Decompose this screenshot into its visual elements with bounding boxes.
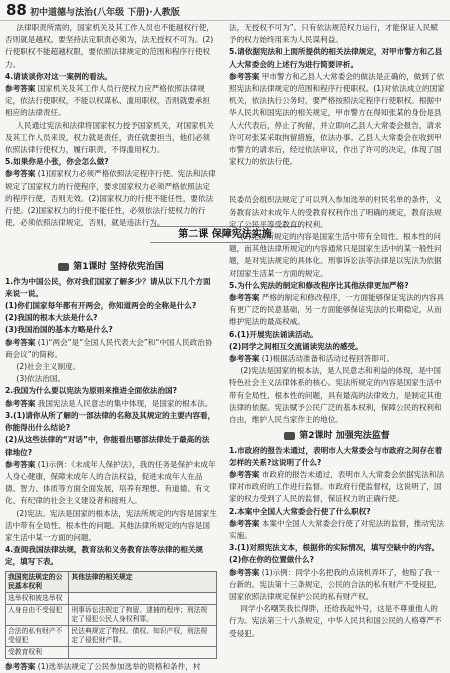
answer: 参考答案 本案中全国人大常委会行使了对宪法的监督，推动宪法实施。 (229, 518, 445, 540)
question: 5.如果你是小张，你会怎么做? (5, 157, 109, 167)
question: 2.我国为什么要以宪法为原则来推进全面依法治国? (5, 386, 178, 396)
answer: (3)依法治国。 (16, 374, 66, 384)
table-cell: 合法的私有财产不受侵犯 (6, 625, 69, 646)
answer: 参考答案 我国宪法是人民意志的集中体现，是国家的根本法。 (5, 398, 213, 408)
answer-label: 参考答案 (5, 169, 36, 179)
question: (1)你们国家每年都有开两会，你知道两会的全称是什么? (5, 301, 197, 311)
answer: 参考答案 (1)根据活动准备和活动过程回答即可。 (229, 354, 395, 364)
answer: 参考答案 (1)示例：《未成年人保护法》，我的任务是保护未成年人身心健康，保障未成年人的合法权益，促进未成年人在品德、智力、体质等方面全面发展，培养有理想、有道德、有文化、有纪律的社会主义建设者和接班人。 (5, 459, 216, 506)
answer: 参考答案 甲市警方和乙县人大常委会的做法是正确的，做到了依照宪法和法律规定的范围和程序行使职权。(1)对依法成立的国家机关，依法执行公务时，要严格按照法定程序行使职权。根据中华人民共和国宪法的相关规定，甲市警方在得知张某的身份是县人大代表后，停止了拘留，并立即向乙县人大常委会报告，请求许可对张某采取拘留措施，依法办事。乙县人大常委会在收到甲市警方的请求后，经过依法审议，作出了许可的决定，体现了国家权力的依法行使。 (229, 71, 445, 167)
section-title (229, 430, 445, 442)
question: (2)你在你的位置做什么? (229, 555, 314, 565)
section-title-text: 第2课时 加强宪法监督 (299, 431, 390, 442)
question: 5.请依据宪法和上面所提供的相关法律规定，对甲市警方和乙县人大常委会的上述行为进行简要评析。 (229, 47, 443, 69)
answer-label: 参考答案 (5, 661, 36, 671)
answer-label: 参考答案 (5, 337, 36, 347)
table-row (6, 646, 217, 658)
table-cell (69, 646, 217, 658)
question: (2)从这些法律的“对话”中，你能看出哪部法律处于最高的法律地位? (5, 435, 210, 457)
page-header (0, 0, 450, 21)
answer: 参考答案 (1)“两会”是“全国人民代表大会”和“中国人民政治协商会议”的简称。 (5, 337, 213, 359)
book-title: 初中道德与法治(八年级 下册)·人教版 (30, 8, 180, 18)
table-cell: 人身自由不受侵犯 (6, 604, 69, 625)
paragraph: 法，无授权不可为”。只有依法规范权力运行，才能保证人民赋予的权力始终用来为人民谋利益。 (229, 23, 438, 45)
answer: (2)社会主义制度。 (16, 362, 81, 372)
right-column (229, 22, 445, 640)
section-title-text: 第1课时 坚持依宪治国 (73, 262, 164, 273)
answer: 参考答案 严格的制定和修改程序，一方面能够保证宪法的内容具有更广泛的民意基础，另一方面能够保证宪法的长期稳定，从而维护宪法的最高权威。 (229, 293, 445, 327)
question: 3.(1)对照宪法文本，根据你的实际情况，填写空缺中的内容。 (229, 543, 440, 553)
answer-label: 参考答案 (5, 84, 36, 94)
answer: 参考答案 (1)选举法规定了公民参加选举的资格和条件，村 (5, 661, 201, 671)
answer: (2)宪法是国家的根本法，是人民意志和利益的体现，是中国特色社会主义法律体系的核心。宪法所规定的内容是国家生活中带有全局性、根本性的问题，具有最高的法律效力，是制定其他法律的依据。宪法赋予公民广泛的基本权利，保障公民的权利和自由，维护人民当家作主的地位。 (229, 366, 442, 425)
paragraph: (2)宪法所规定的内容是国家生活中带有全局性、根本性的问题，而其他法律所规定的内容通常只是国家生活中的某一般性问题，是对宪法规定的具体化。刑事诉讼法等法律是以宪法为依据对国家生活某一方面的规定。 (229, 232, 442, 278)
table-cell: 受教育权利 (6, 646, 69, 658)
table-header: 我国宪法规定的公民基本权利 (6, 571, 69, 592)
table-cell (69, 592, 217, 604)
answer: 参考答案 市政府的报告未通过，表明市人大常委会依据宪法和法律对市政府的工作进行监督。市政府行使监督权，这说明了，国家的权力受到了人民的监督，保证权力的正确行使。 (229, 469, 445, 504)
section-title (5, 261, 217, 273)
answer-label: 参考答案 (229, 354, 260, 364)
lesson-icon (58, 263, 69, 271)
question: 6.(1)开展宪法诵读活动。 (229, 329, 318, 339)
table-cell: 选举权和被选举权 (6, 592, 69, 604)
lesson-title: 第二课 保障宪法实施 (150, 226, 300, 243)
table-cell: 民法典规定了物权、债权、知识产权，刑法规定了侵犯财产罪。 (69, 625, 217, 646)
answer: 参考答案 (1)国家权力必须严格依照法定程序行使。宪法和法律规定了国家权力的行使程序，要求国家权力必须严格依照法定的程序行使，否则无效。(2)国家权力的行使不能任性，要依法行使。(2)国家权力的行使不能任性，必须依法行使权力的行使，必须依照法律规定，否则，就是违法行为。 (5, 169, 216, 228)
lesson-icon (284, 432, 295, 440)
answer-label: 参考答案 (229, 567, 260, 577)
answer: (2)宪法。宪法是国家的根本法，宪法所规定的内容是国家生活中带有全局性、根本性的问题。其他法律所规定的内容是国家生活中某一方面的问题。 (5, 508, 217, 542)
paragraph: 同学小名嘲笑我长得胖，还给我起外号，这是不尊重他人的行为。宪法第三十八条规定，中华人民共和国公民的人格尊严不受侵犯。 (229, 604, 442, 638)
question: 4.请谈谈你对这一案例的看法。 (5, 71, 112, 81)
answer-label: 参考答案 (229, 469, 260, 479)
question: 2.本案中全国人大常委会行使了什么职权? (229, 506, 371, 516)
question: (3)我国治国的基本方略是什么? (5, 325, 113, 335)
paragraph: 人民通过宪法和法律将国家权力授予国家机关，对国家机关及其工作人员来说，权力就是责任，责任就要担当，他们必须依照法律行使权力，履行职责，不得滥用权力。 (5, 120, 214, 155)
question: 1.市政府的报告未通过，表明市人大常委会与市政府之间存在着怎样的关系?这说明了什么? (229, 445, 443, 467)
answer-label: 参考答案 (229, 293, 260, 303)
question: 1.作为中国公民，你对我们国家了解多少？请从以下几个方面来说一说。 (5, 276, 211, 298)
page-number: 88 (6, 1, 27, 19)
table-cell: 刑事诉讼法规定了拘留、逮捕的程序；刑法规定了侵犯公民人身权利罪。 (69, 604, 217, 625)
answer: 参考答案 (1)示例：同学小名把我的点读机弄坏了，他赔了我一台新的。宪法第十三条规定，公民的合法的私有财产不受侵犯，国家依照法律规定保护公民的私有财产权。 (229, 567, 442, 601)
table-header-row (6, 571, 217, 592)
table-row (6, 592, 217, 604)
table-row (6, 604, 217, 625)
answer-label: 参考答案 (229, 518, 260, 528)
paragraph: 民委员会组织法规定了可以列入参加选举的村民名单的条件，义务教育法对未成年人的受教育权利作出了明确的规定，教育法规定了公民平等受教育的权利。 (229, 195, 442, 229)
answer-label: 参考答案 (5, 459, 36, 469)
question: 4.查阅我国法律法规，教育法和义务教育法等法律的相关规定，填写下表。 (5, 545, 204, 567)
rights-table (5, 571, 217, 659)
answer: 参考答案 国家机关及其工作人员行使权力应严格依照法律规定，依法行使职权，不能以权谋私、滥用职权，否则就要承担相应的法律责任。 (5, 84, 211, 118)
table-row (6, 625, 217, 646)
question: (2)我国的根本大法是什么? (5, 313, 98, 323)
answer-label: 参考答案 (229, 71, 260, 81)
question: (2)同学之间相互交流诵读宪法的感受。 (229, 341, 363, 351)
question: 5.为什么宪法的制定和修改程序比其他法律更加严格? (229, 280, 409, 290)
paragraph: 法律职责所需的，国家机关及其工作人员也不能越权行使，否则就是越权。要坚持法定职责必须为，法无授权不可为。(2)行使职权不能超越权限，要依照法律规定的范围和程序行使权力。 (5, 23, 214, 69)
answer-label: 参考答案 (5, 398, 36, 408)
left-column (5, 22, 217, 673)
table-header: 其他法律的相关规定 (69, 571, 217, 592)
question: 3.(1)请你从所了解的一部法律的名称及其规定的主要内容看，你能得出什么结论? (5, 410, 216, 433)
